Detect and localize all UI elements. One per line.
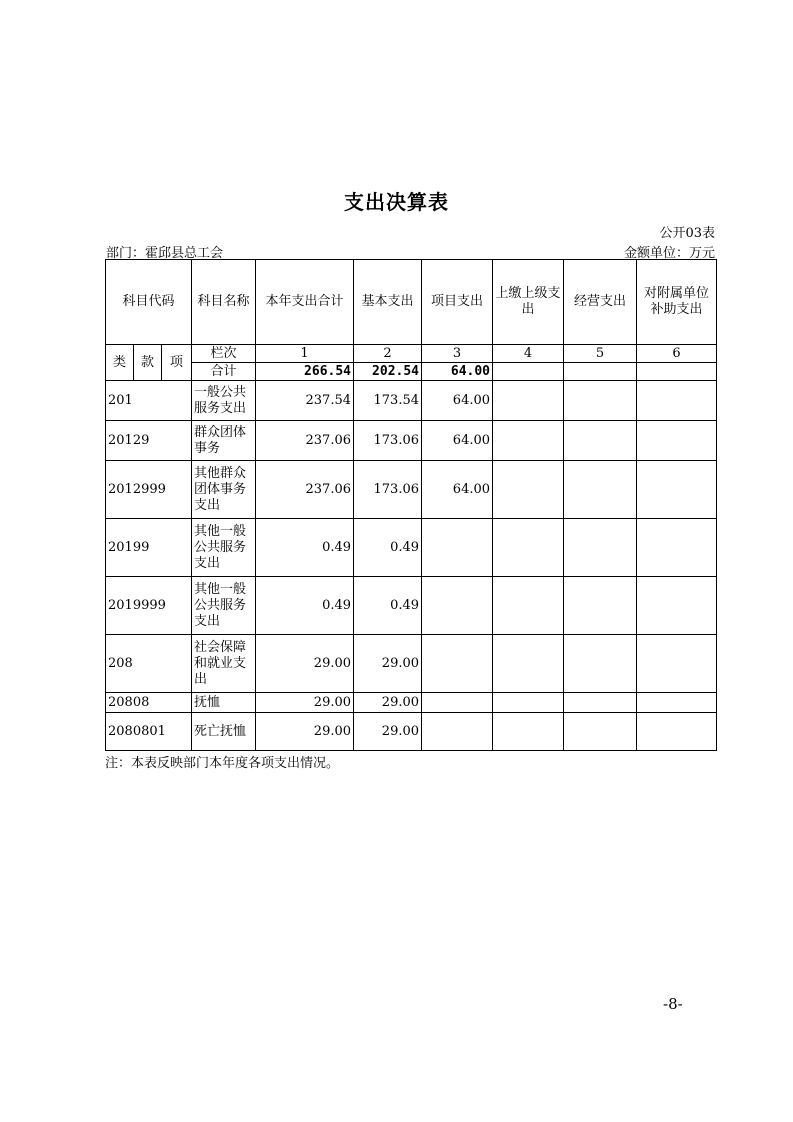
- row-total: 29.00: [256, 635, 354, 693]
- row-basic: 173.06: [354, 461, 422, 519]
- header-row: [106, 260, 717, 345]
- form-number: 公开03表: [659, 226, 715, 241]
- header-lanci: 栏次: [192, 345, 256, 363]
- page-number: -8-: [663, 995, 683, 1013]
- header-business: 经营支出: [564, 260, 637, 345]
- header-total: 本年支出合计: [256, 260, 354, 345]
- row-total: 29.00: [256, 713, 354, 751]
- row-basic: 173.06: [354, 421, 422, 461]
- row-business: [564, 635, 637, 693]
- sum-basic: 202.54: [354, 363, 422, 381]
- header-lei: 类: [106, 345, 134, 381]
- row-business: [564, 421, 637, 461]
- col-index-5: 5: [564, 345, 637, 363]
- department-label: 部门：霍邱县总工会: [106, 246, 224, 261]
- row-basic: 173.54: [354, 381, 422, 421]
- row-upper: [493, 635, 564, 693]
- row-subsidy: [637, 693, 717, 713]
- row-upper: [493, 381, 564, 421]
- row-project: 64.00: [422, 381, 493, 421]
- table-row: [106, 577, 717, 635]
- table-row: [106, 461, 717, 519]
- row-upper: [493, 461, 564, 519]
- header-subject-name: 科目名称: [192, 260, 256, 345]
- row-business: [564, 461, 637, 519]
- header-kuan: 款: [134, 345, 162, 381]
- row-code: 20129: [106, 421, 192, 461]
- row-subsidy: [637, 461, 717, 519]
- sum-row: [106, 363, 717, 381]
- row-subsidy: [637, 421, 717, 461]
- row-subsidy: [637, 713, 717, 751]
- row-total: 29.00: [256, 693, 354, 713]
- row-name: 其他一般公共服务支出: [192, 519, 256, 577]
- sum-label: 合计: [192, 363, 256, 381]
- row-project: 64.00: [422, 421, 493, 461]
- row-project: [422, 577, 493, 635]
- col-index-6: 6: [637, 345, 717, 363]
- row-name: 群众团体事务: [192, 421, 256, 461]
- row-name: 抚恤: [192, 693, 256, 713]
- row-business: [564, 381, 637, 421]
- sum-total: 266.54: [256, 363, 354, 381]
- col-index-3: 3: [422, 345, 493, 363]
- row-total: 237.06: [256, 421, 354, 461]
- row-subsidy: [637, 381, 717, 421]
- row-subsidy: [637, 519, 717, 577]
- row-code: 2012999: [106, 461, 192, 519]
- col-index-4: 4: [493, 345, 564, 363]
- row-code: 208: [106, 635, 192, 693]
- sum-upper: [493, 363, 564, 381]
- row-name: 其他群众团体事务支出: [192, 461, 256, 519]
- header-upper: 上缴上级支出: [493, 260, 564, 345]
- table-row: [106, 635, 717, 693]
- row-basic: 29.00: [354, 693, 422, 713]
- table-row: [106, 519, 717, 577]
- row-upper: [493, 421, 564, 461]
- sum-project: 64.00: [422, 363, 493, 381]
- row-total: 0.49: [256, 577, 354, 635]
- row-name: 死亡抚恤: [192, 713, 256, 751]
- row-project: [422, 713, 493, 751]
- row-project: [422, 693, 493, 713]
- row-business: [564, 693, 637, 713]
- sum-business: [564, 363, 637, 381]
- page-title: 支出决算表: [344, 190, 449, 214]
- row-business: [564, 519, 637, 577]
- row-basic: 29.00: [354, 635, 422, 693]
- header-project: 项目支出: [422, 260, 493, 345]
- row-project: [422, 519, 493, 577]
- row-basic: 29.00: [354, 713, 422, 751]
- row-business: [564, 577, 637, 635]
- table-row: [106, 693, 717, 713]
- row-subsidy: [637, 577, 717, 635]
- header-basic: 基本支出: [354, 260, 422, 345]
- row-name: 社会保障和就业支出: [192, 635, 256, 693]
- header-subject-code: 科目代码: [106, 260, 192, 345]
- header-subsidy: 对附属单位补助支出: [637, 260, 717, 345]
- row-name: 其他一般公共服务支出: [192, 577, 256, 635]
- row-upper: [493, 519, 564, 577]
- row-code: 201: [106, 381, 192, 421]
- column-index-row: [106, 345, 717, 363]
- col-index-1: 1: [256, 345, 354, 363]
- row-name: 一般公共服务支出: [192, 381, 256, 421]
- col-index-2: 2: [354, 345, 422, 363]
- row-project: 64.00: [422, 461, 493, 519]
- header-xiang: 项: [162, 345, 192, 381]
- row-upper: [493, 577, 564, 635]
- row-code: 20199: [106, 519, 192, 577]
- row-code: 2019999: [106, 577, 192, 635]
- row-code: 20808: [106, 693, 192, 713]
- expenditure-table: [105, 259, 717, 751]
- row-basic: 0.49: [354, 519, 422, 577]
- row-basic: 0.49: [354, 577, 422, 635]
- unit-label: 金额单位：万元: [623, 246, 715, 261]
- row-total: 0.49: [256, 519, 354, 577]
- table-note: 注：本表反映部门本年度各项支出情况。: [105, 756, 340, 771]
- table-row: [106, 713, 717, 751]
- row-upper: [493, 713, 564, 751]
- row-total: 237.54: [256, 381, 354, 421]
- row-project: [422, 635, 493, 693]
- sum-subsidy: [637, 363, 717, 381]
- row-upper: [493, 693, 564, 713]
- table-row: [106, 421, 717, 461]
- row-total: 237.06: [256, 461, 354, 519]
- table-row: [106, 381, 717, 421]
- row-business: [564, 713, 637, 751]
- row-code: 2080801: [106, 713, 192, 751]
- row-subsidy: [637, 635, 717, 693]
